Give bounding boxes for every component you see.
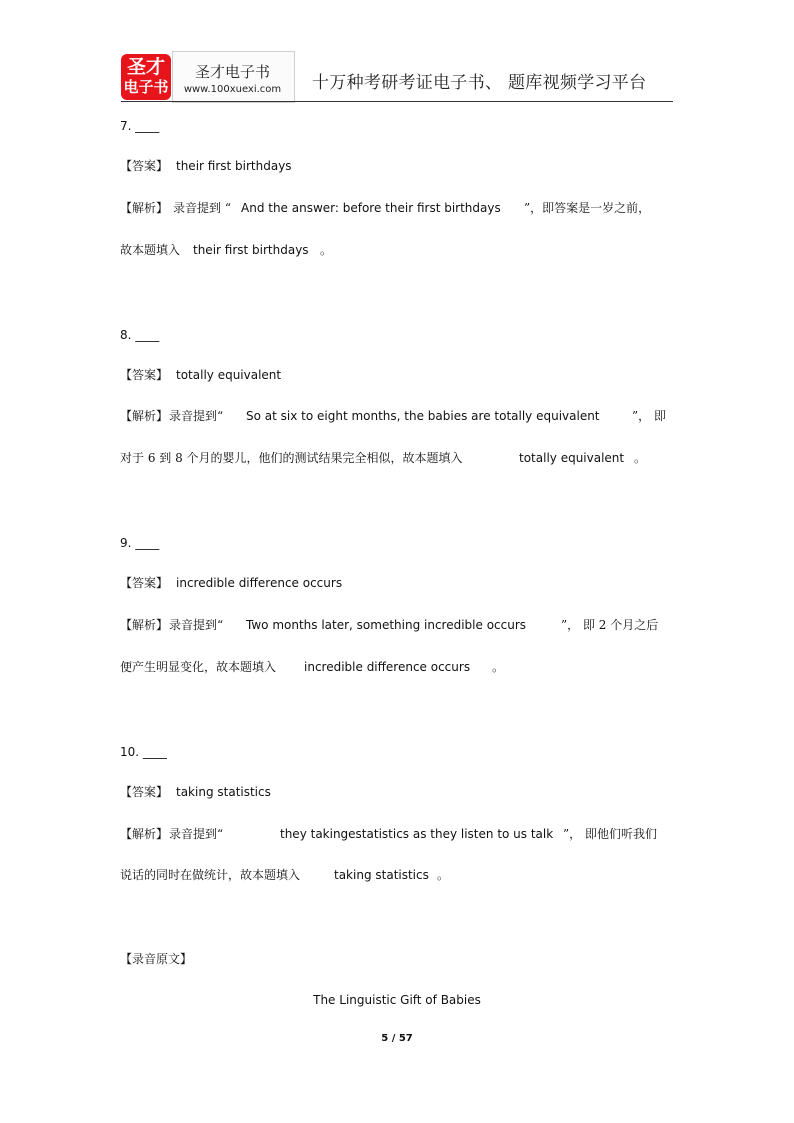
q9-answer-tag: 【答案】 xyxy=(120,576,169,590)
brand-logo xyxy=(121,54,171,100)
q8-number: 8. ____ xyxy=(120,328,160,342)
q10-number: 10. ____ xyxy=(120,745,167,759)
q9-analysis-end: 。 xyxy=(492,660,505,674)
q7-analysis-quote: And the answer: before their first birthdays xyxy=(241,201,501,215)
q7-answer-tag: 【答案】 xyxy=(120,159,169,173)
q7-analysis-end: 。 xyxy=(320,243,333,257)
q8-analysis-prefix: 录音提到“ xyxy=(169,409,224,423)
q7-answer: their first birthdays xyxy=(176,159,292,173)
brand-url[interactable]: www.100xuexi.com xyxy=(183,84,282,95)
q8-analysis-line2: 对于 6 到 8 个月的婴儿，他们的测试结果完全相似，故本题填入 xyxy=(120,451,463,465)
q7-analysis-fill: their first birthdays xyxy=(193,243,309,257)
logo-text-top: 圣才 xyxy=(126,56,165,78)
q8-answer-tag: 【答案】 xyxy=(120,368,169,382)
q9-number: 9. ____ xyxy=(120,536,160,550)
transcript-title: The Linguistic Gift of Babies xyxy=(313,993,481,1007)
q8-analysis-quote: So at six to eight months, the babies are totally equivalent xyxy=(246,409,600,423)
brand-name: 圣才电子书 xyxy=(194,63,270,81)
q10-answer: taking statistics xyxy=(176,785,271,799)
q8-analysis-end: 。 xyxy=(634,451,647,465)
transcript-heading: 【录音原文】 xyxy=(120,952,193,966)
q7-analysis-prefix: 录音提到 “ xyxy=(173,201,231,215)
q9-answer: incredible difference occurs xyxy=(176,576,343,590)
logo-text-bottom: 电子书 xyxy=(123,78,169,96)
q9-analysis-line2: 便产生明显变化，故本题填入 xyxy=(120,660,277,674)
q9-analysis-suffix: ”， 即 2 个月之后 xyxy=(561,618,659,632)
header-tagline: 十万种考研考证电子书、 题库视频学习平台 xyxy=(312,73,647,93)
q8-analysis-suffix: ”， 即 xyxy=(632,409,666,423)
q9-analysis-quote: Two months later, something incredible occurs xyxy=(246,618,527,632)
q10-analysis-line2: 说话的同时在做统计，故本题填入 xyxy=(120,868,301,882)
q7-analysis-line2: 故本题填入 xyxy=(120,243,181,257)
header-divider xyxy=(121,101,673,102)
q7-analysis-tag: 【解析】 xyxy=(120,201,169,215)
q9-analysis-tag: 【解析】 xyxy=(120,618,169,632)
q10-analysis-fill: taking statistics xyxy=(334,868,429,882)
q9-analysis-prefix: 录音提到“ xyxy=(169,618,224,632)
q10-analysis-suffix: ”， 即他们听我们 xyxy=(563,827,657,841)
q7-number: 7. ____ xyxy=(120,119,160,133)
q8-analysis-tag: 【解析】 xyxy=(120,409,169,423)
q7-analysis-suffix: ”，即答案是一岁之前， xyxy=(524,201,651,215)
q10-analysis-prefix: 录音提到“ xyxy=(169,827,224,841)
q8-analysis-fill: totally equivalent xyxy=(519,451,625,465)
q10-analysis-end: 。 xyxy=(437,868,450,882)
q10-analysis-tag: 【解析】 xyxy=(120,827,169,841)
q9-analysis-fill: incredible difference occurs xyxy=(304,660,471,674)
q8-answer: totally equivalent xyxy=(176,368,282,382)
q10-answer-tag: 【答案】 xyxy=(120,785,169,799)
page-number: 5 / 57 xyxy=(381,1033,413,1044)
q10-analysis-quote: they takingestatistics as they listen to us talk xyxy=(280,827,554,841)
